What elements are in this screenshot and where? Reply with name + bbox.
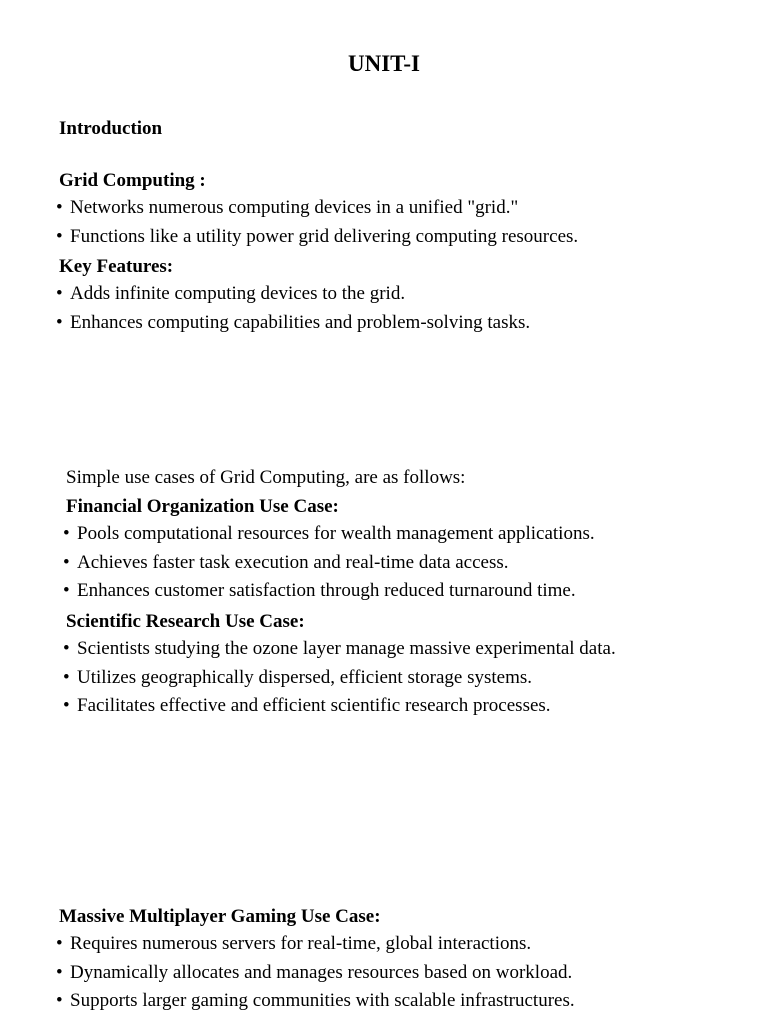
key-features-list <box>56 280 530 337</box>
bullet-icon: • <box>56 311 63 333</box>
bullet-icon: • <box>56 961 63 983</box>
list-item <box>63 664 616 693</box>
list-item-text: Enhances customer satisfaction through reduced turnaround time. <box>77 580 576 602</box>
list-item-text: Supports larger gaming communities with scalable infrastructures. <box>70 990 575 1012</box>
list-item-text: Utilizes geographically dispersed, efficient storage systems. <box>77 666 532 688</box>
gaming-use-case-heading: Massive Multiplayer Gaming Use Case: <box>59 906 381 927</box>
bullet-icon: • <box>63 580 70 602</box>
list-item-text: Dynamically allocates and manages resources based on workload. <box>70 961 573 983</box>
list-item <box>56 987 575 1016</box>
bullet-icon: • <box>56 283 63 304</box>
bullet-icon: • <box>63 638 70 659</box>
bullet-icon: • <box>56 225 63 247</box>
bullet-icon: • <box>63 695 70 717</box>
financial-use-case-list <box>63 520 595 606</box>
bullet-icon: • <box>56 990 63 1012</box>
scientific-use-case-list <box>63 635 616 721</box>
list-item-text: Pools computational resources for wealth management applications. <box>77 523 595 544</box>
bullet-icon: • <box>63 523 70 544</box>
list-item <box>56 280 530 309</box>
list-item-text: Functions like a utility power grid delivering computing resources. <box>70 225 579 247</box>
list-item-text: Scientists studying the ozone layer manage massive experimental data. <box>77 638 616 659</box>
list-item <box>56 930 575 959</box>
list-item <box>63 549 595 578</box>
list-item-text: Facilitates effective and efficient scientific research processes. <box>77 695 551 717</box>
list-item <box>63 635 616 664</box>
list-item-text: Achieves faster task execution and real-time data access. <box>77 551 509 573</box>
grid-computing-heading: Grid Computing : <box>59 170 206 191</box>
bullet-icon: • <box>63 666 70 688</box>
list-item-text: Enhances computing capabilities and problem-solving tasks. <box>70 311 531 333</box>
bullet-icon: • <box>63 551 70 573</box>
list-item <box>63 520 595 549</box>
list-item <box>63 577 595 606</box>
bullet-icon: • <box>56 197 63 218</box>
bullet-icon: • <box>56 933 63 954</box>
scientific-use-case-heading: Scientific Research Use Case: <box>66 611 305 632</box>
key-features-heading: Key Features: <box>59 256 174 277</box>
list-item <box>56 959 575 988</box>
list-item-text: Adds infinite computing devices to the grid. <box>70 283 406 304</box>
grid-computing-list <box>56 194 578 251</box>
list-item <box>56 194 578 223</box>
list-item <box>63 692 616 721</box>
introduction-heading: Introduction <box>59 118 163 139</box>
list-item-text: Requires numerous servers for real-time, global interactions. <box>70 933 532 954</box>
list-item-text: Networks numerous computing devices in a unified "grid." <box>70 197 519 218</box>
page-title: UNIT-I <box>347 51 420 76</box>
list-item <box>56 309 530 338</box>
use-cases-intro: Simple use cases of Grid Computing, are as follows: <box>66 467 466 488</box>
gaming-use-case-list <box>56 930 575 1016</box>
financial-use-case-heading: Financial Organization Use Case: <box>66 496 339 517</box>
list-item <box>56 223 578 252</box>
